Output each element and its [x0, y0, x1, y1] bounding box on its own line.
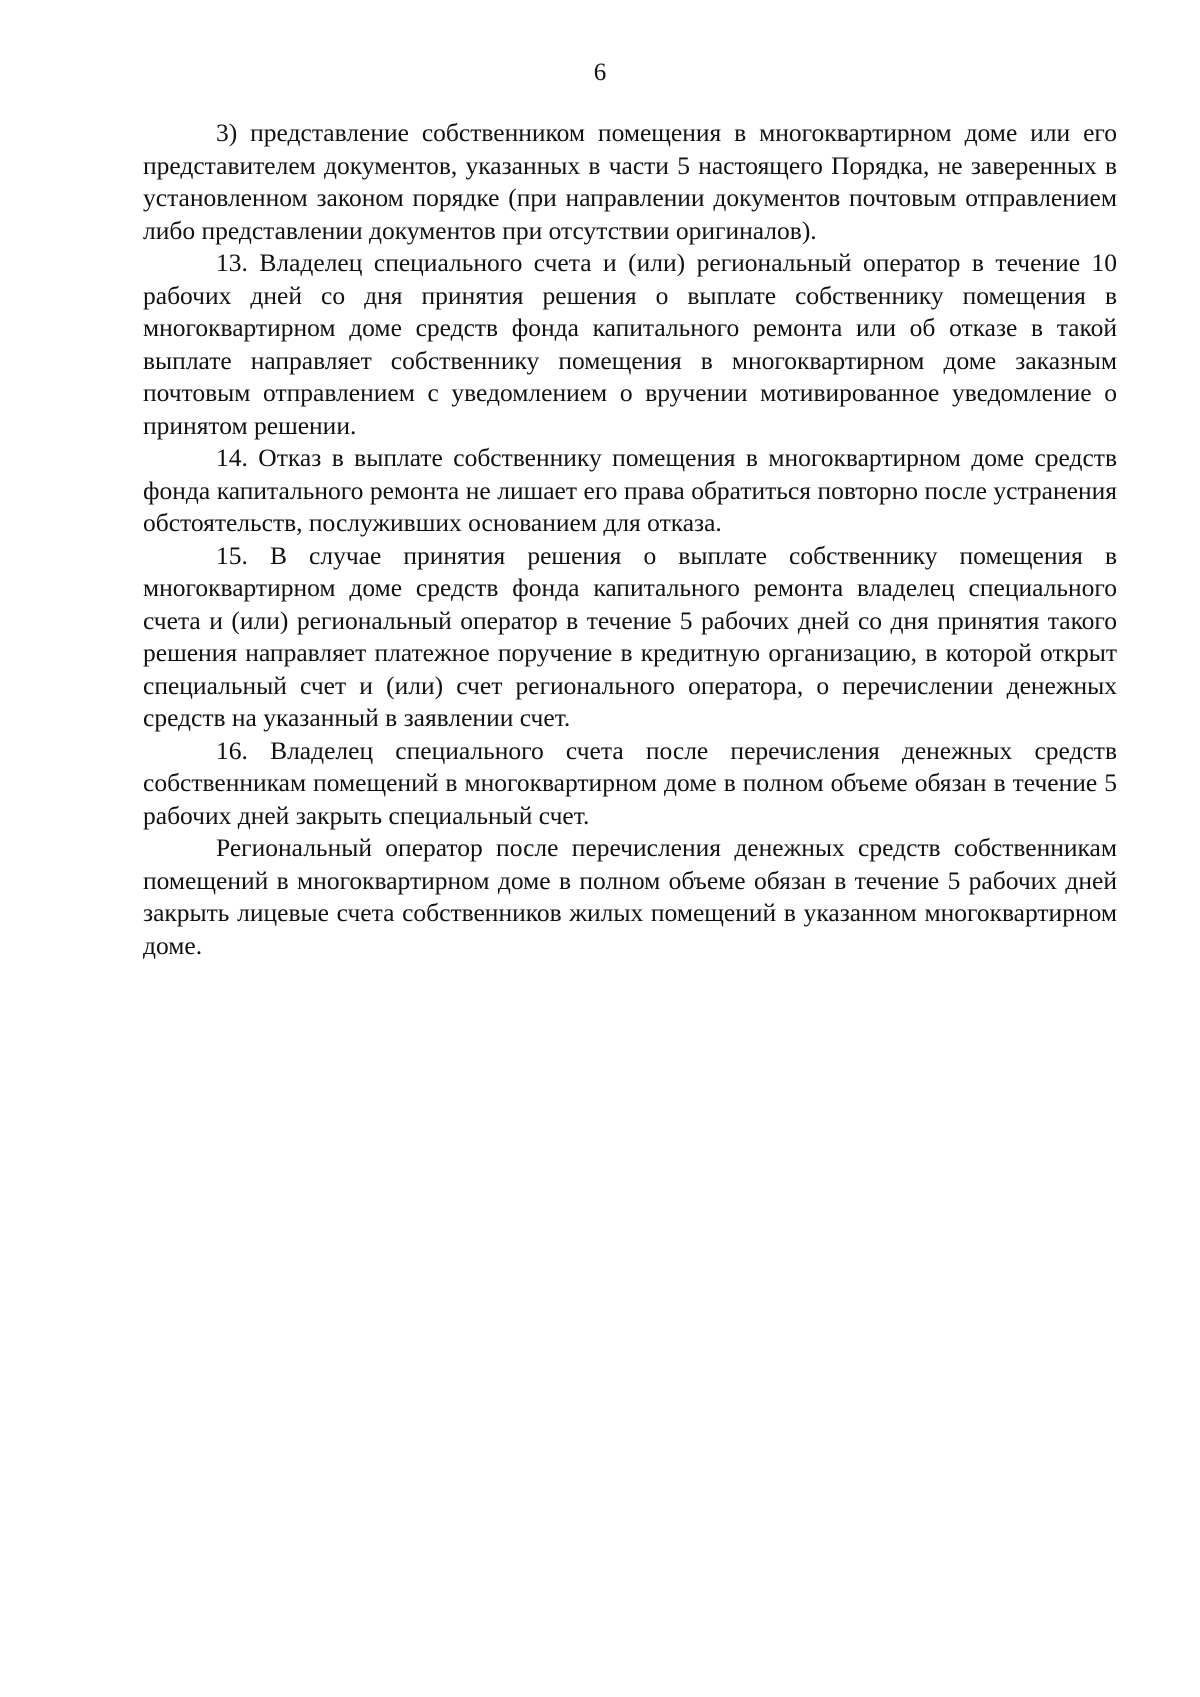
document-body	[143, 117, 1117, 962]
paragraph-clause-15: 15. В случае принятия решения о выплате собственнику помещения в многоквартирном доме средств фонда капитального ремонта владелец специального счета и (или) региональный оператор в течение 5 рабочих дней со дня принятия такого решения направляет платежное поручение в кредитную организацию, в которой открыт специальный счет и (или) счет регионального оператора, о перечислении денежных средств на указанный в заявлении счет.	[143, 540, 1117, 732]
paragraph-clause-16-continued: Региональный оператор после перечисления денежных средств собственникам помещений в многоквартирном доме в полном объеме обязан в течение 5 рабочих дней закрыть лицевые счета собственников жилых помещений в указанном многоквартирном доме.	[143, 833, 1117, 960]
page-number: 6	[593, 59, 607, 86]
paragraph-clause-16: 16. Владелец специального счета после перечисления денежных средств собственникам помещений в многоквартирном доме в полном объеме обязан в течение 5 рабочих дней закрыть специальный счет.	[143, 735, 1117, 830]
paragraph-clause-13: 13. Владелец специального счета и (или) региональный оператор в течение 10 рабочих дней со дня принятия решения о выплате собственнику помещения в многоквартирном доме средств фонда капитального ремонта или об отказе в такой выплате направляет собственнику помещения в многоквартирном доме заказным почтовым отправлением с уведомлением о вручении мотивированное уведомление о принятом решении.	[143, 248, 1117, 440]
paragraph-clause-14: 14. Отказ в выплате собственнику помещения в многоквартирном доме средств фонда капитального ремонта не лишает его права обратиться повторно после устранения обстоятельств, послуживших основанием для отказа.	[143, 443, 1117, 537]
paragraph-item-3: 3) представление собственником помещения в многоквартирном доме или его представителем документов, указанных в части 5 настоящего Порядка, не заверенных в установленном законом порядке (при направлении документов почтовым отправлением либо представлении документов при отсутствии оригиналов).	[143, 118, 1117, 245]
